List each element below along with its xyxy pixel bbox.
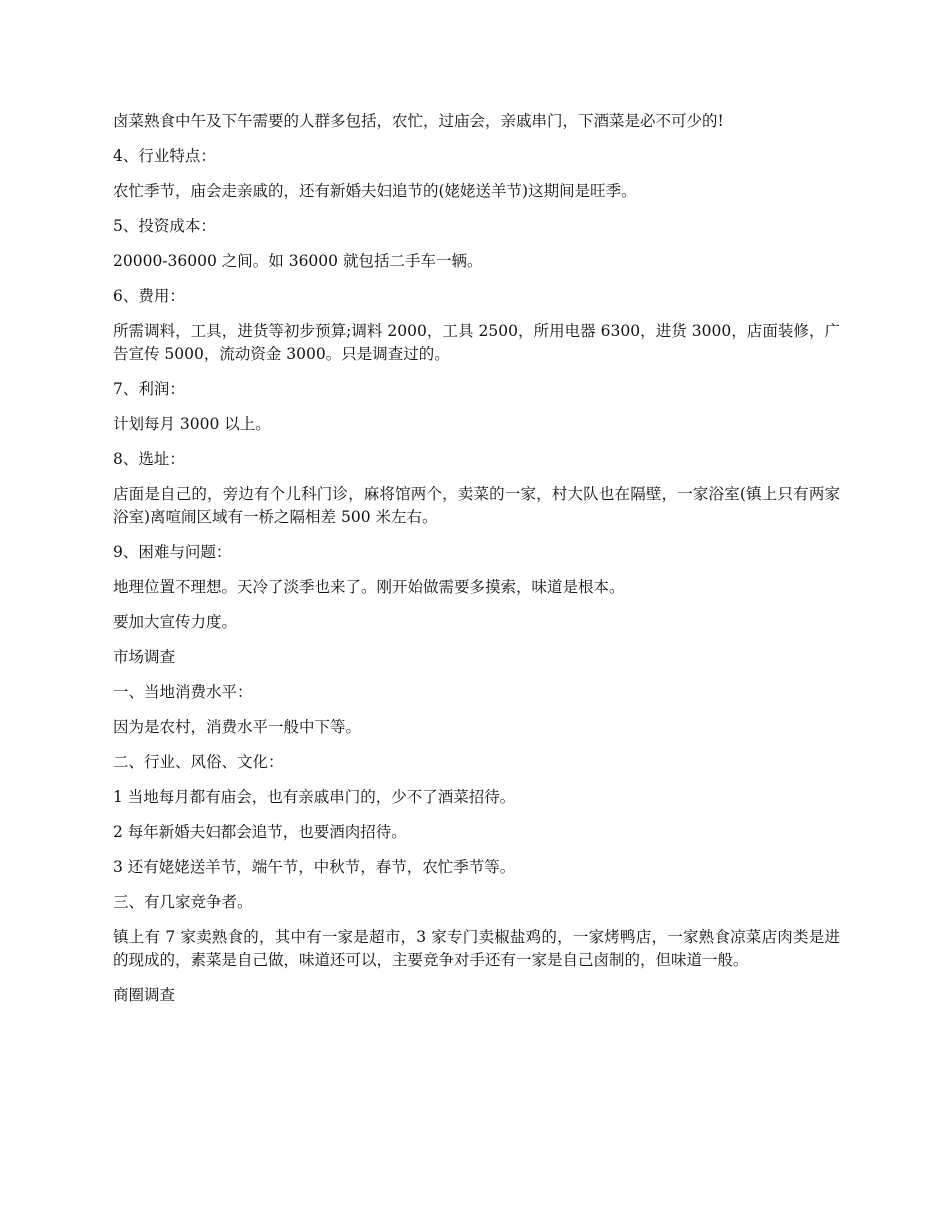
- heading-investment-cost: 5、投资成本：: [113, 217, 216, 235]
- paragraph-custom-3: 3 还有姥姥送羊节，端午节，中秋节，春节，农忙季节等。: [113, 858, 516, 876]
- paragraph-promotion: 要加大宣传力度。: [113, 613, 238, 631]
- paragraph-difficulties: 地理位置不理想。天冷了淡季也来了。刚开始做需要多摸索，味道是根本。: [113, 578, 625, 596]
- heading-market-research: 市场调查: [113, 648, 176, 666]
- paragraph-competitors: 镇上有 7 家卖熟食的，其中有一家是超市，3 家专门卖椒盐鸡的，一家烤鸭店，一家熟食凉菜店肉类是进的现成的，素菜是自己做，味道还可以，主要竞争对手还有一家是自己卤制的，但味道一般。: [113, 928, 840, 969]
- paragraph-location: 店面是自己的，旁边有个儿科门诊，麻将馆两个，卖菜的一家，村大队也在隔壁，一家浴室(镇上只有两家浴室)离喧闹区域有一桥之隔相差 500 米左右。: [113, 485, 840, 526]
- paragraph-custom-1: 1 当地每月都有庙会，也有亲戚串门的，少不了酒菜招待。: [113, 788, 516, 806]
- paragraph-investment-cost: 20000-36000 之间。如 36000 就包括二手车一辆。: [113, 252, 483, 270]
- heading-trade-area-research: 商圈调查: [113, 986, 176, 1004]
- paragraph-consumption-level: 因为是农村，消费水平一般中下等。: [113, 718, 362, 736]
- paragraph-profit: 计划每月 3000 以上。: [113, 415, 271, 433]
- heading-difficulties: 9、困难与问题：: [113, 543, 232, 561]
- heading-industry-features: 4、行业特点：: [113, 147, 216, 165]
- heading-customs-culture: 二、行业、风俗、文化：: [113, 753, 284, 771]
- paragraph-intro: 卤菜熟食中午及下午需要的人群多包括，农忙，过庙会，亲戚串门，下酒菜是必不可少的!: [113, 112, 724, 130]
- heading-competitors: 三、有几家竞争者。: [113, 893, 253, 911]
- document-page: [113, 110, 840, 1019]
- paragraph-expenses: 所需调料，工具，进货等初步预算;调料 2000，工具 2500，所用电器 6300，进货 3000，店面装修，广告宣传 5000，流动资金 3000。只是调查过的。: [113, 322, 840, 363]
- heading-location: 8、选址：: [113, 450, 185, 468]
- paragraph-custom-2: 2 每年新婚夫妇都会追节，也要酒肉招待。: [113, 823, 407, 841]
- heading-consumption-level: 一、当地消费水平：: [113, 683, 253, 701]
- paragraph-industry-features: 农忙季节，庙会走亲戚的，还有新婚夫妇追节的(姥姥送羊节)这期间是旺季。: [113, 182, 637, 200]
- heading-expenses: 6、费用：: [113, 287, 185, 305]
- heading-profit: 7、利润：: [113, 380, 185, 398]
